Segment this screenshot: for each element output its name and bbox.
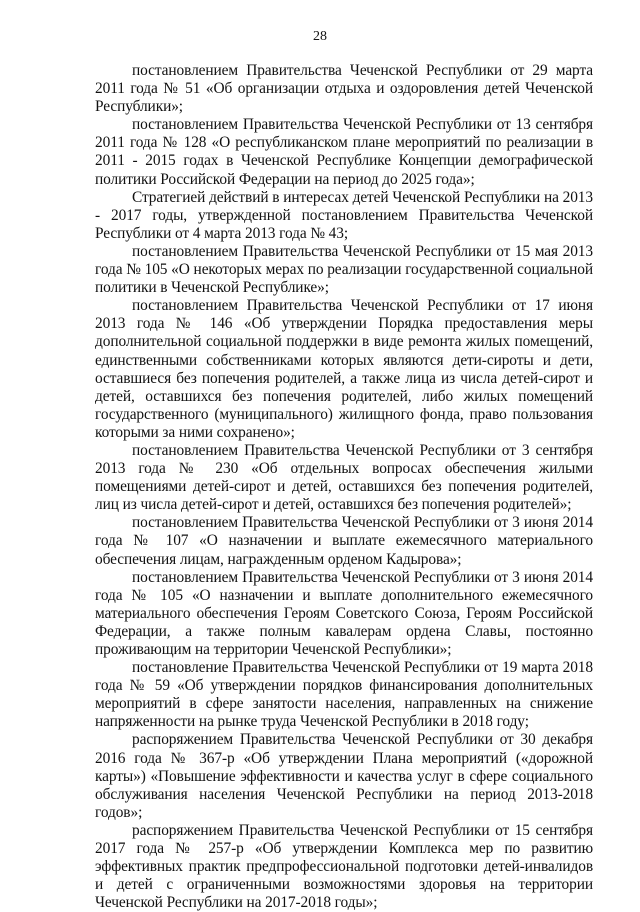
paragraph-2: постановлением Правительства Чеченской Республики от 13 сентября 2011 года № 128 «О республиканском плане мероприятий по реализации в 2011 - 2015 годах в Чеченской Республике Концепции демографической политики Российской Федерации на период до 2025 года»; — [95, 116, 593, 188]
paragraph-1: постановлением Правительства Чеченской Республики от 29 марта 2011 года № 51 «Об организации отдыха и оздоровления детей Чеченской Республики»; — [95, 62, 593, 116]
paragraph-4: постановлением Правительства Чеченской Республики от 15 мая 2013 года № 105 «О некоторых мерах по реализации государственной социальной политики в Чеченской Республике»; — [95, 242, 593, 297]
paragraph-7: постановлением Правительства Чеченской Республики от 3 июня 2014 года № 107 «О назначении и выплате ежемесячного материального обеспечения лицам, награжденным орденом Кадырова»; — [95, 514, 593, 568]
paragraph-6: постановлением Правительства Чеченской Республики от 3 сентября 2013 года № 230 «Об отдельных вопросах обеспечения жилыми помещениями детей-сирот и детей, оставшихся без попечения родителей, лиц из числа детей-сирот и детей, оставшихся без попечения родителей»; — [95, 441, 593, 514]
page-number: 28 — [313, 29, 327, 44]
paragraph-11: распоряжением Правительства Чеченской Республики от 15 сентября 2017 года № 257-р «Об утверждении Комплекса мер по развитию эффективных практик предпрофессиональной подготовки детей-инвалидов и детей с ограниченными возможностями здоровья на территории Чеченской Республики на 2017-2018 годы»; — [95, 821, 593, 912]
paragraph-10: распоряжением Правительства Чеченской Республики от 30 декабря 2016 года № 367-р «Об утверждении Плана мероприятий («дорожной карты») «Повышение эффективности и качества услуг в сфере социального обслуживания населения Чеченской Республики на период 2013-2018 годов»; — [95, 731, 593, 821]
paragraph-3: Стратегией действий в интересах детей Чеченской Республики на 2013 - 2017 годы, утвержденной постановлением Правительства Чеченской Республики от 4 марта 2013 года № 43; — [95, 188, 593, 242]
paragraph-5: постановлением Правительства Чеченской Республики от 17 июня 2013 года № 146 «Об утверждении Порядка предоставления меры дополнительной социальной поддержки в виде ремонта жилых помещений, единственными собственниками которых являются дети-сироты и дети, оставшиеся без попечения родителей, а также лица из числа детей-сирот и детей, оставшихся без попечения родителей, либо жилых помещений государственного (муниципального) жилищного фонда, право пользования которыми за ними сохранено»; — [95, 297, 593, 441]
paragraph-8: постановлением Правительства Чеченской Республики от 3 июня 2014 года № 105 «О назначении и выплате дополнительного ежемесячного материального обеспечения Героям Советского Союза, Героям Российской Федерации, а также полным кавалерам ордена Славы, постоянно проживающим на территории Чеченской Республики»; — [95, 568, 593, 658]
document-body — [95, 62, 593, 912]
paragraph-9: постановление Правительства Чеченской Республики от 19 марта 2018 года № 59 «Об утверждении порядков финансирования дополнительных мероприятий в сфере занятости населения, направленных на снижение напряженности на рынке труда Чеченской Республики в 2018 году; — [95, 659, 593, 731]
